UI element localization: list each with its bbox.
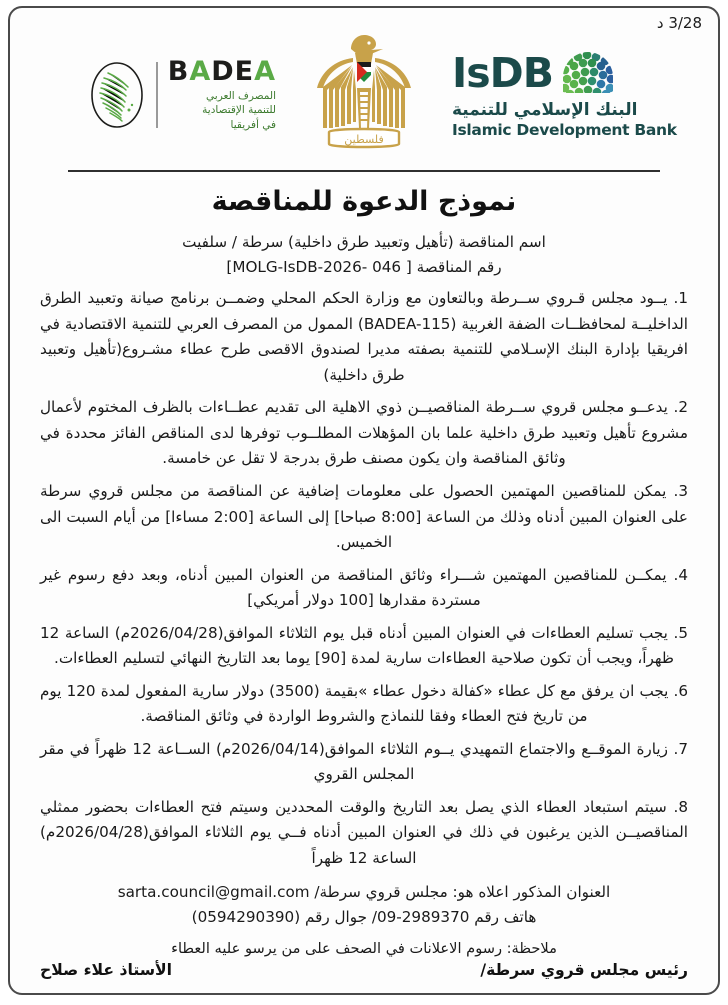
badea-arabic-line-2: للتنمية الإقتصادية [202, 104, 276, 117]
clause-4: 4. يمكــن للمناقصين المهتمين شـــراء وثائق المناقصة من العنوان المبين أدناه، وبعد دفع رسوم غير مستردة مقدارها [100 دولار أمريكي] [40, 565, 688, 610]
phone-sep: / [371, 907, 377, 926]
logo-strip [10, 30, 718, 160]
footer-note: ملاحظة: رسوم الاعلانات في الصحف على من يرسو عليه العطاء [171, 940, 557, 958]
badea-arabic-line-3: في أفريقيا [230, 118, 276, 131]
tender-number-line: رقم المناقصة [ 046 -MOLG-IsDB-2026] [226, 257, 502, 276]
tender-name-line: اسم المناقصة (تأهيل وتعبيد طرق داخلية) سرطة / سلفيت [182, 233, 546, 251]
clause-5: 5. يجب تسليم العطاءات في العنوان المبين أدناه قبل يوم الثلاثاء الموافق(2026/04/28م) الساعة 12 ظهراً، ويجب أن تكون صلاحية العطاءات سارية لمدة [90] يوما بعد التاريخ النهائي لتسليم العطاءات. [40, 623, 688, 668]
palestinian-eagle-emblem-icon [305, 32, 423, 158]
signature-role: رئيس مجلس قروي سرطة/ [480, 961, 688, 979]
badea-divider [156, 62, 158, 128]
isdb-acronym: IsDB [452, 48, 553, 97]
signature-block [40, 961, 688, 979]
signature-name: الأستاذ علاء صلاح [40, 961, 172, 979]
clause-6: 6. يجب ان يرفق مع كل عطاء «كفالة دخول عطاء »بقيمة (3500) دولار سارية المفعول لمدة 120 يوم من تاريخ فتح العطاء وفقا للنماذج والشروط الواردة في وثائق المناقصة. [40, 681, 688, 726]
isdb-english-name: Islamic Development Bank [452, 121, 677, 139]
mobile-number: (0594290390) [191, 907, 301, 926]
badea-mark-icon [88, 60, 146, 130]
document-sheet [8, 6, 720, 995]
contact-address-prefix: العنوان المذكور اعلاه هو: مجلس قروي سرطة/ [314, 883, 611, 902]
page-reference: 3/28 د [656, 14, 702, 32]
isdb-arabic-name: البنك الإسلامي للتنمية [452, 100, 638, 120]
document-title: نموذج الدعوة للمناقصة [211, 186, 517, 217]
phone-label: هاتف رقم [474, 907, 537, 926]
badea-arabic-line-1: المصرف العربي [206, 90, 276, 103]
phone-number: 09-2989370 [376, 907, 470, 926]
contact-phone-line [38, 905, 690, 929]
mobile-label: جوال رقم [304, 907, 367, 926]
badea-arabic-block [168, 89, 276, 132]
contact-email[interactable]: sarta.council@gmail.com [117, 883, 310, 902]
contact-block [38, 880, 690, 929]
badea-wordmark: BADEA [167, 56, 276, 88]
clause-7: 7. زيارة الموقــع والاجتماع التمهيدي يــوم الثلاثاء الموافق(2026/04/14م) الســاعة 12 ظهراً في مقر المجلس القروي [40, 739, 688, 784]
header-divider [68, 170, 660, 172]
clause-3: 3. يمكن للمناقصين المهتمين الحصول على معلومات إضافية عن المناقصة من مجلس قروي سرطة على العنوان المبين أدناه وذلك من الساعة [8:00 صباحا] إلى الساعة [2:00 مساءا] من أيام السبت الى الخميس. [40, 481, 688, 552]
clause-8: 8. سيتم استبعاد العطاء الذي يصل بعد التاريخ والوقت المحددين وسيتم فتح العطاءات بحضور ممثلي المناقصيــن الذين يرغبون في ذلك في العنوان المبين أدناه فــي يوم الثلاثاء الموافق(2026/04/28م) الساعة 12 ظهراً [40, 797, 688, 867]
clause-2: 2. يدعــو مجلس قروي ســرطة المناقصيــن ذوي الاهلية الى تقديم عطــاءات بالظرف المختوم لأعمال مشروع تأهيل وتعبيد طرق داخلية علما بان المؤهلات المطلــوب توفرها لدى المناقص الفائز محددة في وثائق المناقصة وان يكون مصنف طرق بدرجة لا تقل عن خامسة. [40, 398, 688, 468]
clause-1: 1. يــود مجلس قـروي ســرطة وبالتعاون مع وزارة الحكم المحلي وضمــن برنامج صيانة وتعبيد الطرق الداخليــة لمحافظــات الضفة الغربية (BADEA-115) الممول من المصرف العربي للتنمية الاقتصادية في افريقيا بإدارة البنك الإسـلامي للتنمية بصفته مديرا لصندوق الاقصى طرح عطاء مشـروع(تأهيل وتعبيد طرق داخلية) [40, 289, 689, 384]
isdb-logo [452, 48, 684, 139]
badea-logo [44, 58, 276, 132]
contact-address-line [38, 880, 690, 904]
badea-text-block [168, 58, 276, 132]
document-body [38, 230, 690, 962]
isdb-logo-top [452, 48, 615, 97]
emblem-scroll-text: فلسطين [344, 133, 384, 146]
isdb-dome-icon [561, 51, 615, 95]
